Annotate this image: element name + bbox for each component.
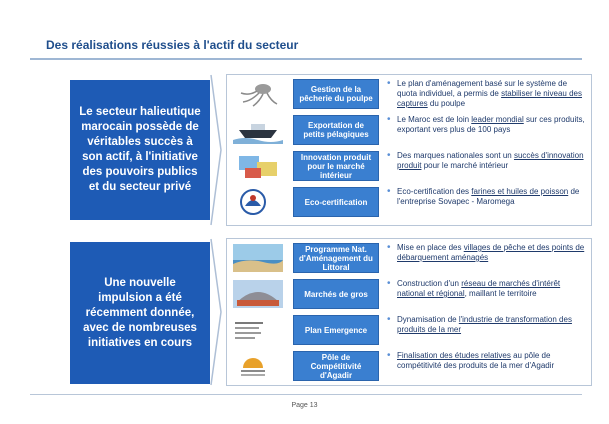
bullet-icon: • bbox=[387, 242, 391, 253]
text-fragment: Dynamisation de bbox=[397, 315, 459, 324]
detail-bullet bbox=[387, 79, 585, 109]
details-panel bbox=[226, 74, 592, 226]
title-divider bbox=[30, 58, 582, 60]
detail-bullet bbox=[387, 279, 585, 299]
bullet-text bbox=[397, 151, 585, 171]
topic-label: Plan Emergence bbox=[293, 315, 379, 345]
bullet-icon: • bbox=[387, 78, 391, 89]
topic-label: Eco-certification bbox=[293, 187, 379, 217]
boat-image bbox=[233, 116, 283, 144]
bullet-text bbox=[397, 315, 585, 335]
ministry-logo bbox=[233, 316, 283, 344]
section-initiatives bbox=[30, 238, 585, 386]
bullet-icon: • bbox=[387, 186, 391, 197]
bullet-icon: • bbox=[387, 114, 391, 125]
topic-label: Exportation de petits pélagiques bbox=[293, 115, 379, 145]
octopus-image bbox=[233, 80, 283, 108]
detail-row bbox=[227, 277, 591, 311]
detail-bullet bbox=[387, 187, 585, 207]
detail-bullet bbox=[387, 351, 585, 371]
detail-bullet bbox=[387, 243, 585, 263]
text-fragment: Eco-certification des bbox=[397, 187, 472, 196]
text-fragment: Le plan d'aménagement basé sur le système de quota individuel, a permis de bbox=[397, 79, 568, 98]
detail-bullet bbox=[387, 315, 585, 335]
topic-label: Marchés de gros bbox=[293, 279, 379, 309]
bullet-text bbox=[397, 279, 585, 299]
bullet-text bbox=[397, 187, 585, 207]
topic-label: Innovation produit pour le marché intérieur bbox=[293, 151, 379, 181]
bullet-icon: • bbox=[387, 350, 391, 361]
section-summary-box bbox=[70, 80, 210, 220]
text-fragment: sur ces produits, exportant vers plus de 100 pays bbox=[397, 115, 585, 134]
text-fragment: du poulpe bbox=[427, 99, 466, 108]
section-summary-box bbox=[70, 242, 210, 384]
chevron-arrow bbox=[210, 238, 222, 386]
detail-row bbox=[227, 313, 591, 347]
coast-image bbox=[233, 244, 283, 272]
text-fragment: pour le marché intérieur bbox=[421, 161, 509, 170]
underlined-text: farines et huiles de poisson bbox=[471, 187, 569, 196]
topic-label: Pôle de Compétitivité d'Agadir bbox=[293, 351, 379, 381]
page-number: Page 13 bbox=[291, 402, 318, 409]
topic-label: Programme Nat. d'Aménagement du Littoral bbox=[293, 243, 379, 273]
bullet-text bbox=[397, 243, 585, 263]
detail-row bbox=[227, 349, 591, 383]
detail-row bbox=[227, 113, 591, 147]
underlined-text: stabiliser le niveau des captures bbox=[397, 89, 582, 108]
underlined-text: l'industrie de transformation des produits de la mer bbox=[397, 315, 572, 334]
text-fragment: Construction d'un bbox=[397, 279, 462, 288]
underlined-text: leader mondial bbox=[471, 115, 524, 124]
text-fragment: au pôle de compétitivité des produits de la mer d'Agadir bbox=[397, 351, 555, 370]
detail-row bbox=[227, 241, 591, 275]
bullet-text bbox=[397, 79, 585, 109]
bullet-text bbox=[397, 351, 585, 371]
product-image bbox=[233, 152, 283, 180]
underlined-text: succès d'innovation produit bbox=[397, 151, 584, 170]
bullet-icon: • bbox=[387, 150, 391, 161]
detail-row bbox=[227, 185, 591, 219]
text-fragment: , maillant le territoire bbox=[464, 289, 537, 298]
detail-row bbox=[227, 77, 591, 111]
footer-divider bbox=[30, 394, 582, 395]
topic-label: Gestion de la pêcherie du poulpe bbox=[293, 79, 379, 109]
certification-logo bbox=[233, 188, 283, 216]
market-building-image bbox=[233, 280, 283, 308]
text-fragment: Le Maroc est de loin bbox=[397, 115, 472, 124]
detail-bullet bbox=[387, 151, 585, 171]
underlined-text: réseau de marchés d'intérêt national et régional bbox=[397, 279, 561, 298]
chevron-arrow bbox=[210, 74, 222, 226]
section-achievements bbox=[30, 72, 585, 224]
bullet-icon: • bbox=[387, 314, 391, 325]
underlined-text: Finalisation des études relatives bbox=[397, 351, 511, 360]
detail-row bbox=[227, 149, 591, 183]
underlined-text: villages de pêche et des points de débarquement aménagés bbox=[397, 243, 585, 262]
details-panel bbox=[226, 238, 592, 386]
section-summary-text: Une nouvelle impulsion a été récemment donnée, avec de nombreuses initiatives en cours bbox=[83, 276, 197, 349]
bullet-icon: • bbox=[387, 278, 391, 289]
detail-bullet bbox=[387, 115, 585, 135]
bullet-text bbox=[397, 115, 585, 135]
page-title: Des réalisations réussies à l'actif du secteur bbox=[46, 38, 299, 52]
text-fragment: Des marques nationales sont un bbox=[397, 151, 514, 160]
text-fragment: de l'entreprise Sovapec - Maromega bbox=[397, 187, 580, 206]
region-logo bbox=[233, 352, 283, 380]
text-fragment: Mise en place des bbox=[397, 243, 464, 252]
section-summary-text: Le secteur halieutique marocain possède de véritables succès à son actif, à l'initiative des pouvoirs publics et du secteur privé bbox=[79, 106, 201, 193]
